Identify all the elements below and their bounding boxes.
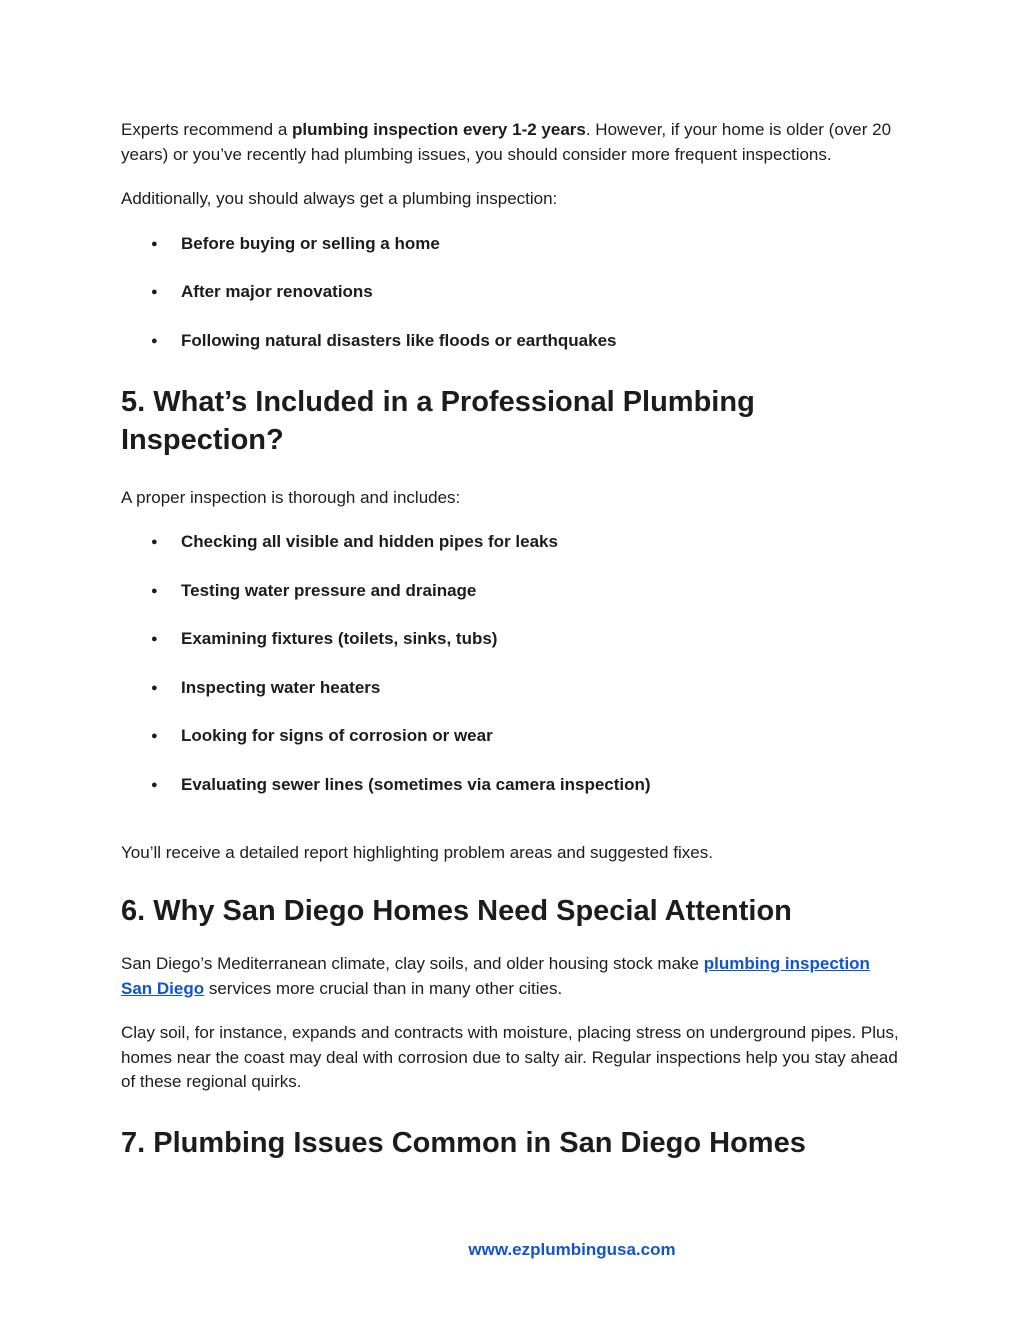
climate-text-pre: San Diego’s Mediterranean climate, clay soils, and older housing stock make bbox=[121, 954, 704, 973]
report-paragraph: You’ll receive a detailed report highlighting problem areas and suggested fixes. bbox=[121, 842, 713, 862]
inspection-items-list bbox=[121, 530, 901, 797]
list-item: ● Evaluating sewer lines (sometimes via camera inspection) bbox=[121, 773, 901, 797]
intro-paragraph bbox=[121, 118, 901, 167]
list-item: ● After major renovations bbox=[121, 280, 901, 304]
when-list bbox=[121, 232, 901, 353]
list-item: ● Checking all visible and hidden pipes for leaks bbox=[121, 530, 901, 554]
section-7-heading: 7. Plumbing Issues Common in San Diego Homes bbox=[121, 1126, 806, 1159]
intro-text-bold: plumbing inspection every 1-2 years bbox=[292, 120, 586, 139]
list-item: ● Following natural disasters like floods or earthquakes bbox=[121, 329, 901, 353]
footer-url[interactable]: www.ezplumbingusa.com bbox=[468, 1240, 676, 1259]
list-item: ● Looking for signs of corrosion or wear bbox=[121, 724, 901, 748]
document-body bbox=[121, 118, 901, 1162]
clay-soil-paragraph: Clay soil, for instance, expands and contracts with moisture, placing stress on underground pipes. Plus, homes near the coast may deal with corrosion due to salty air. Regular inspections help you stay ahead of these regional quirks. bbox=[121, 1023, 899, 1091]
plumbing-inspection-san-diego-link[interactable]: plumbing inspection San Diego bbox=[121, 954, 870, 998]
climate-text-post: services more crucial than in many other cities. bbox=[204, 978, 563, 998]
intro-text-post: . However, if your home is older (over 20 years) or you’ve recently had plumbing issues, you should consider more frequent inspections. bbox=[121, 120, 892, 164]
additionally-paragraph: Additionally, you should always get a plumbing inspection: bbox=[121, 189, 558, 208]
section-5-lead: A proper inspection is thorough and includes: bbox=[121, 487, 461, 507]
intro-text-pre: Experts recommend a bbox=[121, 120, 293, 139]
list-item: ● Inspecting water heaters bbox=[121, 676, 901, 700]
list-item: ● Testing water pressure and drainage bbox=[121, 579, 901, 603]
section-5-heading: 5. What’s Included in a Professional Plumbing Inspection? bbox=[121, 385, 755, 456]
section-6-heading: 6. Why San Diego Homes Need Special Attention bbox=[121, 895, 792, 927]
list-item: ● Before buying or selling a home bbox=[121, 232, 901, 256]
climate-paragraph bbox=[121, 952, 901, 1001]
list-item: ● Examining fixtures (toilets, sinks, tubs) bbox=[121, 627, 901, 651]
